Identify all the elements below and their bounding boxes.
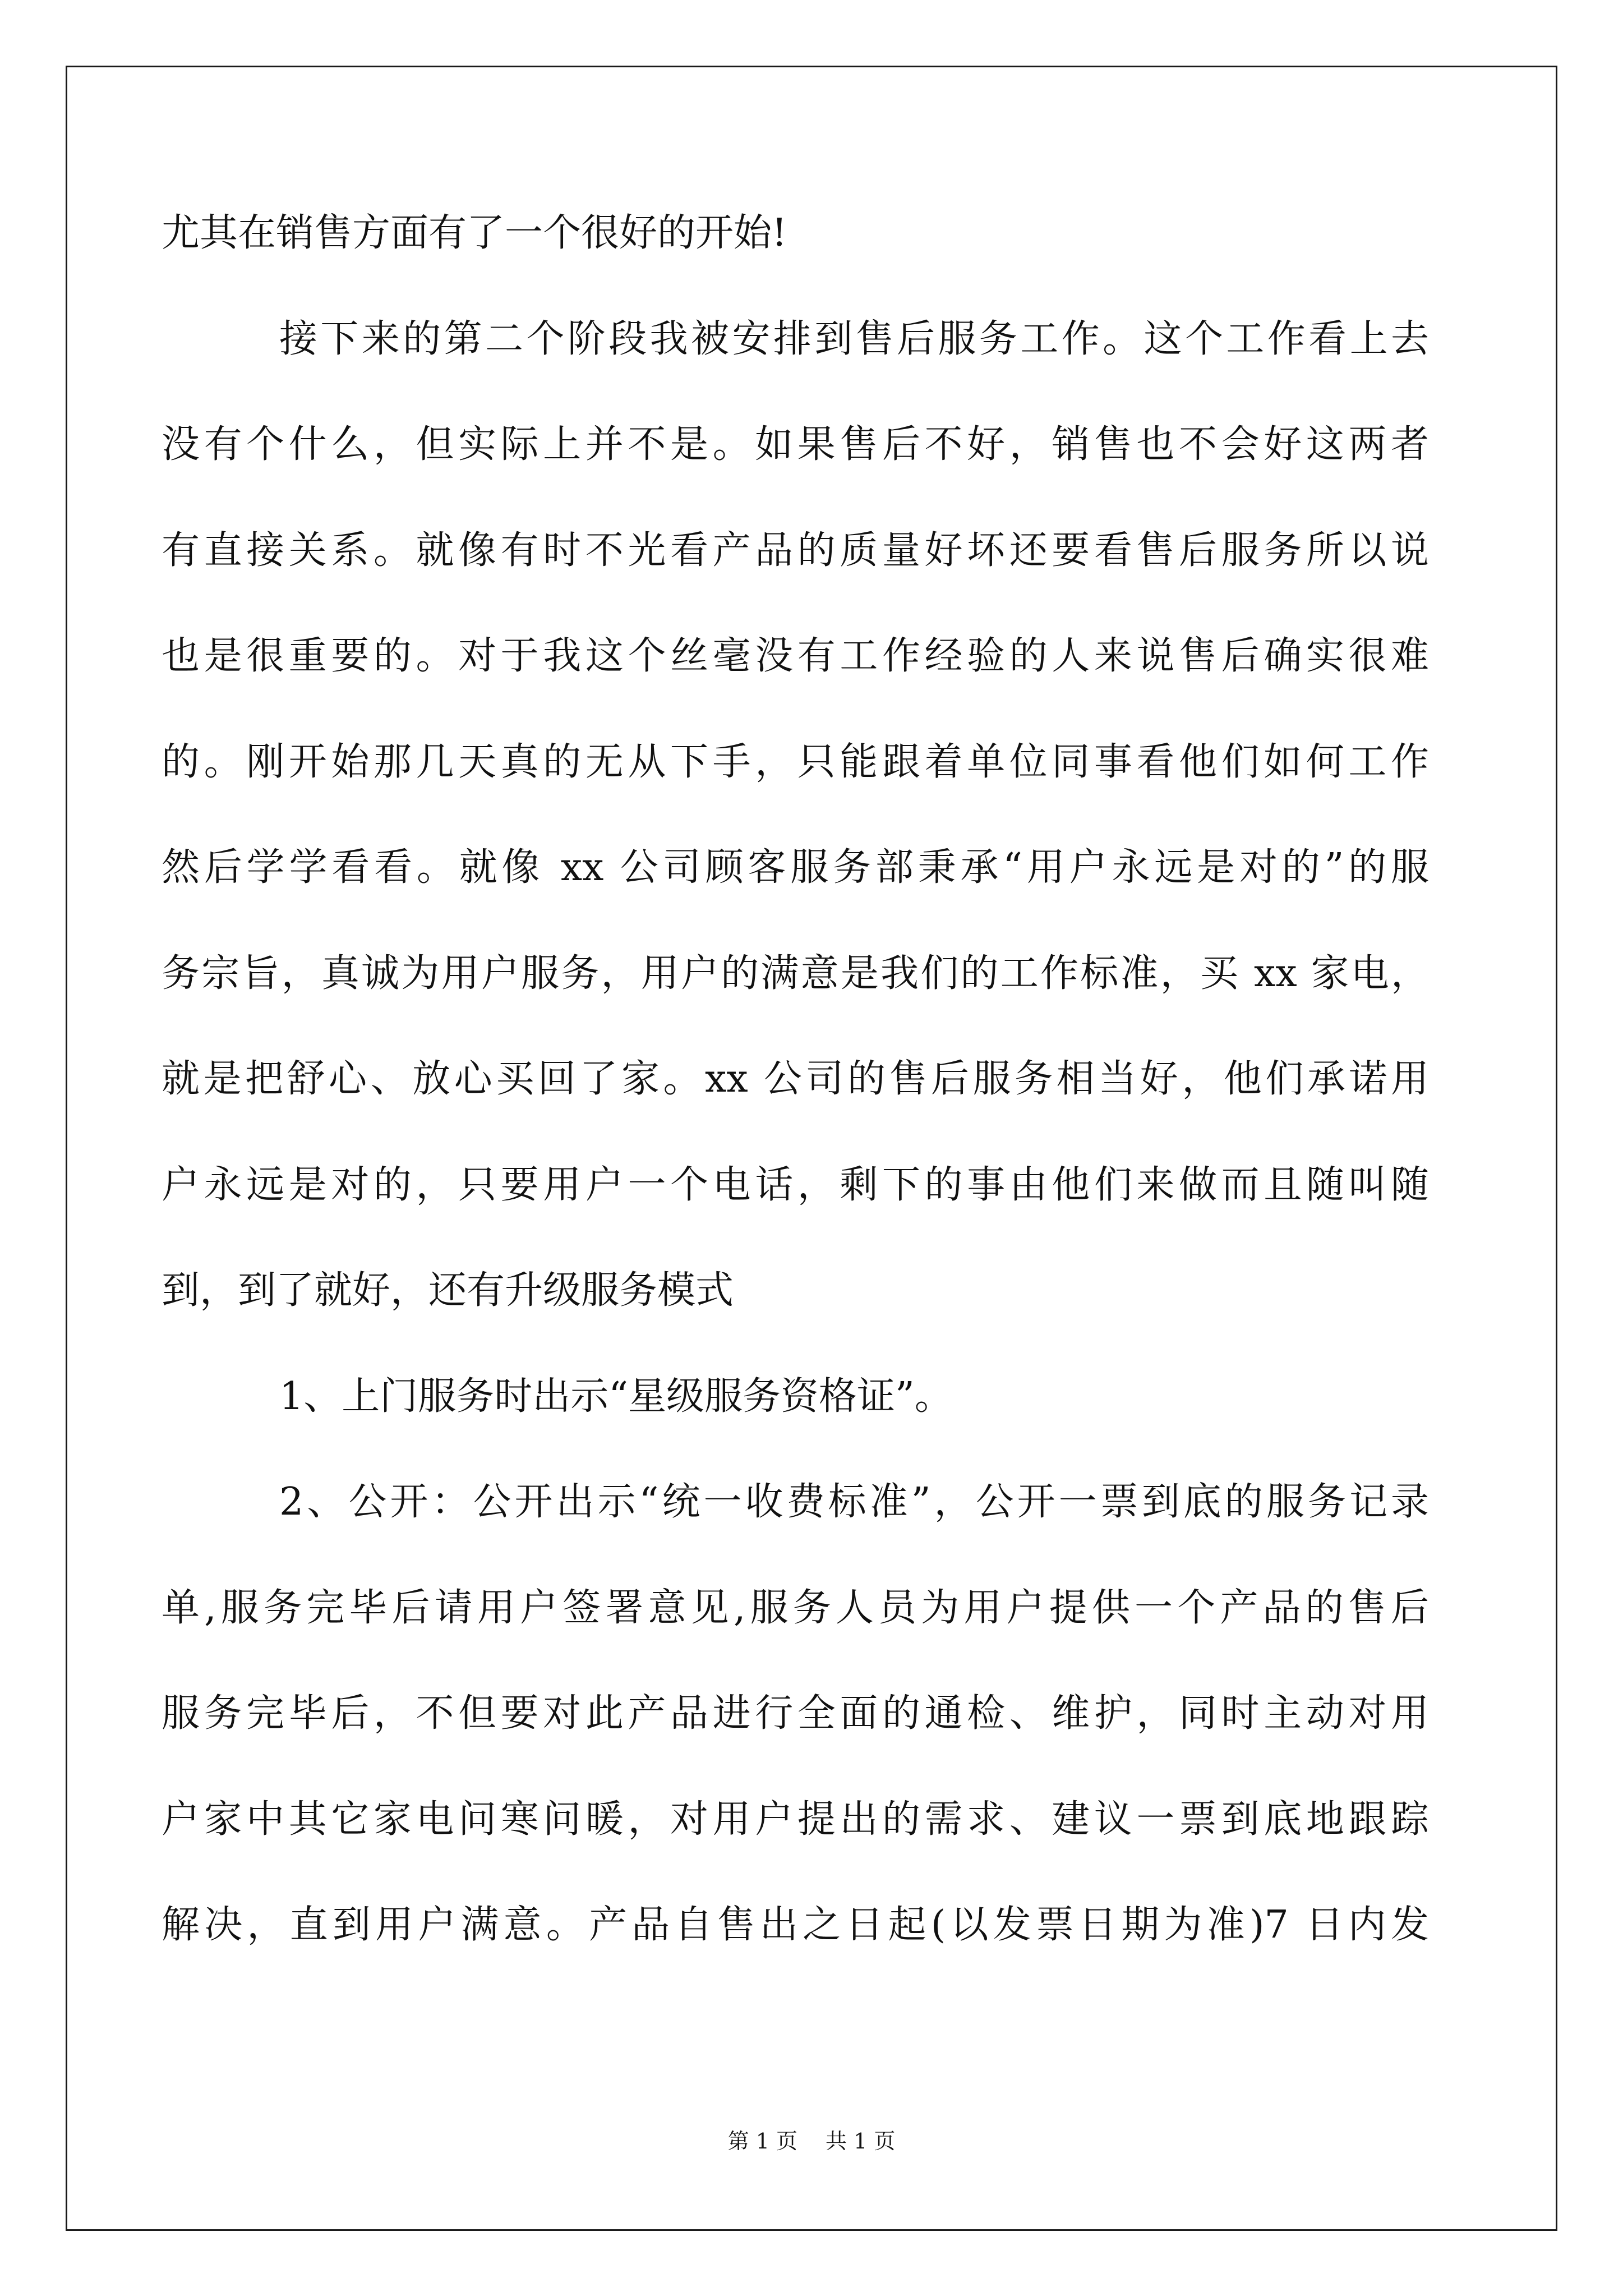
page-number: 第 1 页 [727, 2129, 797, 2154]
paragraph-line: 2、公开：公开出示“统一收费标准”，公开一票到底的服务记录 [279, 1480, 1429, 1524]
paragraph-line: 务宗旨，真诚为用户服务，用户的满意是我们的工作标准，买 xx 家电， [162, 951, 1429, 996]
document-body [162, 211, 1429, 2009]
paragraph-line: 尤其在销售方面有了一个很好的开始! [162, 211, 787, 255]
paragraph-line: 解决，直到用户满意。产品自售出之日起(以发票日期为准)7 日内发 [162, 1903, 1429, 1947]
paragraph-line: 到，到了就好，还有升级服务模式 [162, 1268, 734, 1313]
paragraph-line: 就是把舒心、放心买回了家。xx 公司的售后服务相当好，他们承诺用 [162, 1057, 1429, 1101]
paragraph-line: 也是很重要的。对于我这个丝毫没有工作经验的人来说售后确实很难 [162, 634, 1429, 678]
paragraph-line: 有直接关系。就像有时不光看产品的质量好坏还要看售后服务所以说 [162, 528, 1429, 573]
paragraph-line: 的。刚开始那几天真的无从下手，只能跟着单位同事看他们如何工作 [162, 739, 1429, 784]
paragraph-line: 接下来的第二个阶段我被安排到售后服务工作。这个工作看上去 [279, 316, 1429, 361]
page-footer [0, 2127, 1623, 2155]
page-total: 共 1 页 [826, 2129, 896, 2154]
paragraph-line: 服务完毕后，不但要对此产品进行全面的通检、维护，同时主动对用 [162, 1691, 1429, 1736]
paragraph-line: 然后学学看看。就像 xx 公司顾客服务部秉承“用户永远是对的”的服 [162, 845, 1429, 890]
paragraph-line: 单,服务完毕后请用户签署意见,服务人员为用户提供一个产品的售后 [162, 1585, 1429, 1630]
paragraph-line: 1、上门服务时出示“星级服务资格证”。 [279, 1374, 953, 1419]
paragraph-line: 户家中其它家电问寒问暖，对用户提出的需求、建议一票到底地跟踪 [162, 1797, 1429, 1842]
paragraph-line: 户永远是对的，只要用户一个电话，剩下的事由他们来做而且随叫随 [162, 1162, 1429, 1207]
paragraph-line: 没有个什么，但实际上并不是。如果售后不好，销售也不会好这两者 [162, 422, 1429, 467]
